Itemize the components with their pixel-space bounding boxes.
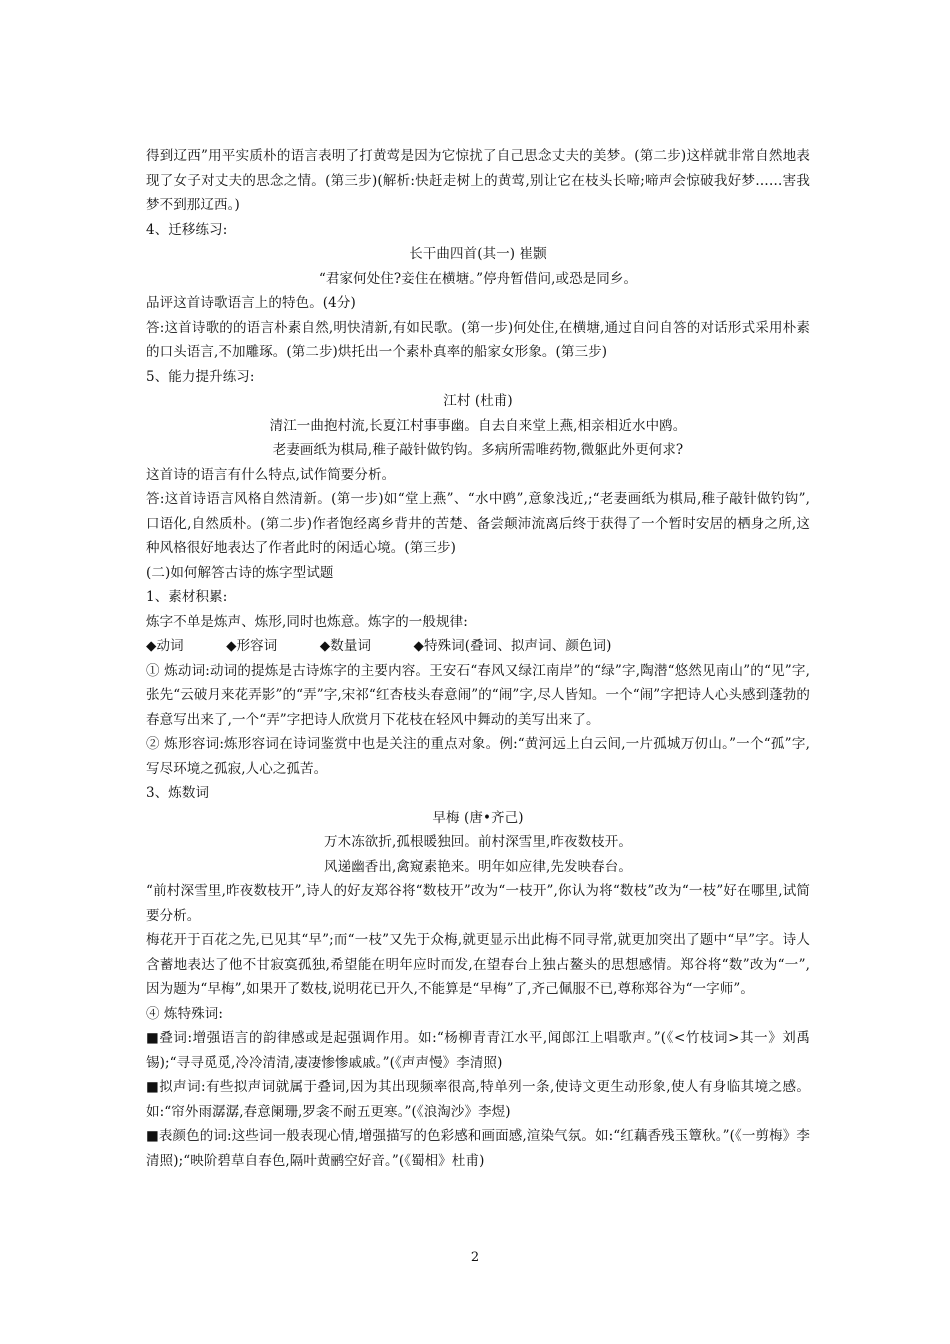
heading-special-words: ④ 炼特殊词: bbox=[146, 1005, 224, 1022]
word-type-item: ◆动词 bbox=[146, 638, 184, 654]
heading-numerals: 3、炼数词 bbox=[146, 785, 210, 801]
poem-title-zaomei: 早梅 (唐•齐己) bbox=[432, 809, 524, 826]
question-text: 这首诗的语言有什么特点,试作简要分析。 bbox=[146, 466, 396, 483]
word-type-item: ◆特殊词(叠词、拟声词、颜色词) bbox=[413, 638, 612, 654]
word-type-item: ◆形容词 bbox=[226, 638, 278, 654]
poem-line: 风递幽香出,禽窥素艳来。明年如应律,先发映春台。 bbox=[324, 858, 632, 875]
heading-material: 1、素材积累: bbox=[146, 589, 228, 605]
poem-line: 清江一曲抱村流,长夏江村事事幽。自去自来堂上燕,相亲相近水中鸥。 bbox=[269, 417, 687, 434]
answer-paragraph: 答:这首诗歌的的语言朴素自然,明快清新,有如民歌。(第一步)何处住,在横塘,通过自问自答的对话形式采用朴素的口头语言,不加雕琢。(第二步)烘托出一个素朴真率的船家女形象。(第三步) bbox=[146, 319, 810, 360]
paragraph-verbs: ① 炼动词:动词的提炼是古诗炼字的主要内容。王安石“春风又绿江南岸”的“绿”字,陶潜“悠然见南山”的“见”字,张先“云破月来花弄影”的“弄”字,宋祁“红杏枝头春意闹”的“闹”字,尽人皆知。一个“闹”字把诗人心头感到蓬勃的春意写出来了,一个“弄”字把诗人欣赏月下花枝在轻风中舞动的美写出来了。 bbox=[146, 662, 810, 728]
paragraph-reduplication: ■叠词:增强语言的韵律感或是起强调作用。如:“杨柳青青江水平,闻郎江上唱歌声。”(《<竹枝词>其一》刘禹锡);“寻寻觅觅,冷冷清清,凄凄惨惨戚戚。”(《声声慢》李清照) bbox=[146, 1030, 810, 1071]
section-heading-lianzi: (二)如何解答古诗的炼字型试题 bbox=[146, 564, 334, 581]
answer-paragraph: 答:这首诗语言风格自然清新。(第一步)如“堂上燕”、“水中鸥”,意象浅近,;“老妻画纸为棋局,稚子敲针做钓钩”,口语化,自然质朴。(第二步)作者饱经离乡背井的苦楚、备尝颠沛流离后终于获得了一个暂时安居的栖身之所,这种风格很好地表达了作者此时的闲适心境。(第三步) bbox=[146, 491, 810, 556]
paragraph-adjectives: ② 炼形容词:炼形容词在诗词鉴赏中也是关注的重点对象。例:“黄河远上白云间,一片孤城万仞山。”一个“孤”字,写尽环境之孤寂,人心之孤苦。 bbox=[146, 736, 810, 777]
question-text: “前村深雪里,昨夜数枝开”,诗人的好友郑谷将“数枝开”改为“一枝开”,你认为将“数枝”改为“一枝”好在哪里,试简要分析。 bbox=[146, 883, 810, 924]
heading-transfer-exercise: 4、迁移练习: bbox=[146, 221, 228, 238]
word-type-item: ◆数量词 bbox=[319, 638, 372, 654]
paragraph-color-words: ■表颜色的词:这些词一般表现心情,增强描写的色彩感和画面感,渲染气氛。如:“红藕香残玉簟秋。”(《一剪梅》李清照);“映阶碧草自春色,隔叶黄鹂空好音。”(《蜀相》杜甫) bbox=[146, 1128, 810, 1169]
question-text: 品评这首诗歌语言上的特色。(4分) bbox=[146, 295, 356, 311]
paragraph-onomatopoeia: ■拟声词:有些拟声词就属于叠词,因为其出现频率很高,特单列一条,使诗文更生动形象,使人有身临其境之感。如:“帘外雨潺潺,春意阑珊,罗衾不耐五更寒。”(《浪淘沙》李煜) bbox=[146, 1079, 810, 1120]
poem-line: 老妻画纸为棋局,稚子敲针做钓钩。多病所需唯药物,微躯此外更何求? bbox=[272, 442, 684, 458]
answer-paragraph: 梅花开于百花之先,已见其“早”;而“一枝”又先于众梅,就更显示出此梅不同寻常,就更加突出了题中“早”字。诗人含蓄地表达了他不甘寂寞孤独,希望能在明年应时而发,在望春台上独占鳌头的思想感情。郑谷将“数”改为“一”,因为题为“早梅”,如果开了数枝,说明花已开久,不能算是“早梅”了,齐己佩服不已,尊称郑谷为“一字师”。 bbox=[146, 932, 810, 997]
heading-ability-exercise: 5、能力提升练习: bbox=[146, 368, 255, 385]
poem-line: 万木冻欲折,孤根暖独回。前村深雪里,昨夜数枝开。 bbox=[324, 834, 632, 850]
page-content bbox=[146, 144, 810, 1173]
poem-title-jiangcun: 江村 (杜甫) bbox=[443, 393, 513, 409]
poem-line: “君家何处住?妾住在横塘。”停舟暂借问,或恐是同乡。 bbox=[318, 270, 638, 287]
paragraph-text: 炼字不单是炼声、炼形,同时也炼意。炼字的一般规律: bbox=[146, 613, 468, 630]
poem-title-changganqu: 长干曲四首(其一) 崔颢 bbox=[409, 246, 547, 262]
word-type-list bbox=[146, 634, 810, 659]
paragraph-answer-continuation: 得到辽西”用平实质朴的语言表明了打黄莺是因为它惊扰了自己思念丈夫的美梦。(第二步)这样就非常自然地表现了女子对丈夫的思念之情。(第三步)(解析:快赶走树上的黄莺,别让它在枝头长啼;啼声会惊破我好梦……害我梦不到那辽西。) bbox=[146, 148, 810, 213]
page-number: 2 bbox=[470, 1250, 480, 1265]
